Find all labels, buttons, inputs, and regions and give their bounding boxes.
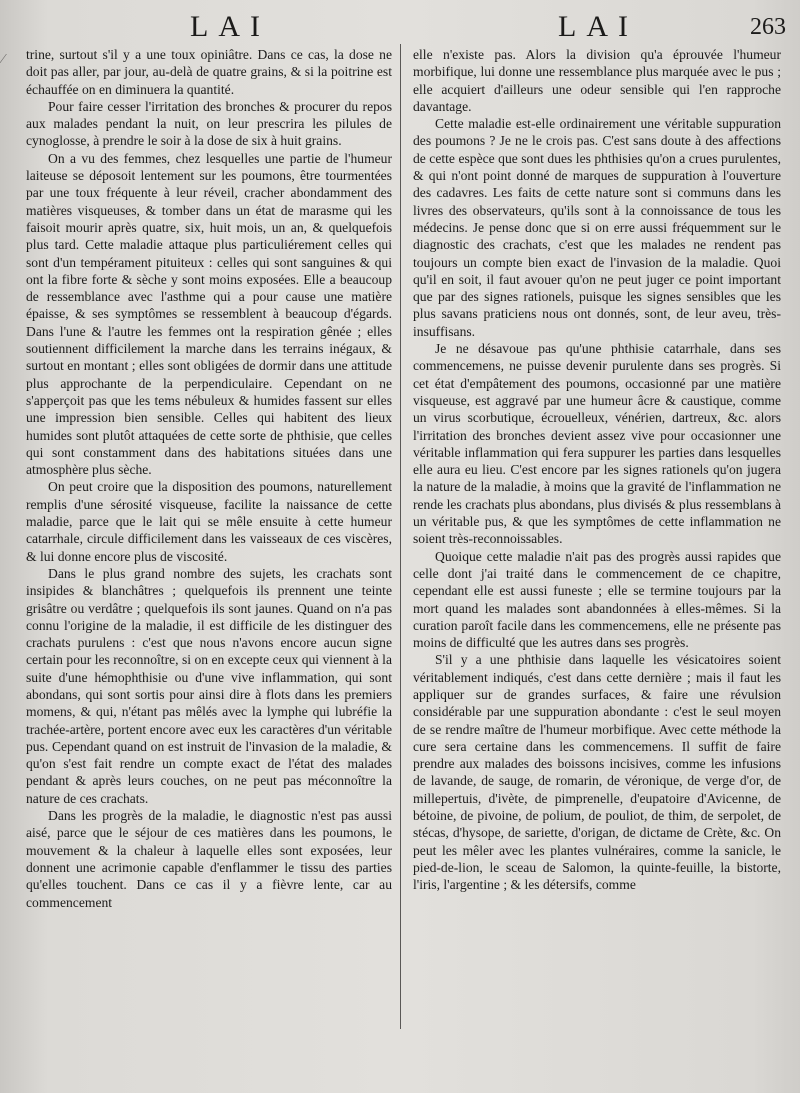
running-head-right: LAI bbox=[558, 10, 638, 43]
right-column bbox=[413, 46, 781, 894]
running-head-left: LAI bbox=[190, 10, 270, 43]
paragraph: On a vu des femmes, chez lesquelles une partie de l'humeur laiteuse se déposoit lentement sur les poumons, être tourmentées par une toux fréquente à leur réveil, cracher abondamment des matières visqueuses, & tomber dans un état de marasme qui les faisoit mourir après quatre, six, huit mois, un an, & quelquefois plus tard. Cette maladie attaque plus particuliérement celles qui sont d'un tempérament pituiteux : celles qui sont sanguines & qui ont la fibre forte & sèche y sont moins exposées. Elle a beaucoup de ressemblance avec l'asthme qui a pour cause une matière épaisse, & ses symptômes se ressemblent à beaucoup d'égards. Dans l'une & l'autre les femmes ont la respiration gênée ; elles soutiennent difficilement la marche dans les terrains inégaux, & surtout en montant ; elles sont obligées de dormir dans une attitude plus approchante de la perpendiculaire. Cependant on ne s'apperçoit pas que les tems nébuleux & humides fassent sur elles une impression bien sensible. Celles qui habitent des lieux humides sont plutôt attaquées de cette sorte de phthisie, que celles qui sont constamment dans des habitations situées dans une atmosphère plus sèche. bbox=[26, 150, 392, 478]
column-divider bbox=[400, 44, 401, 1029]
paragraph: Pour faire cesser l'irritation des bronches & procurer du repos aux malades pendant la nuit, on leur prescrira les pilules de cynoglosse, à prendre le soir à la dose de six à huit grains. bbox=[26, 98, 392, 149]
page-header bbox=[0, 10, 800, 46]
paragraph: Je ne désavoue pas qu'une phthisie catarrhale, dans ses commencemens, ne puisse devenir purulente dans ses progrès. Si cet état d'empâtement des poumons, occasionné par une matière visqueuse, est aggravé par une humeur âcre & caustique, comme un virus scorbutique, écrouelleux, vénérien, dartreux, &c. alors l'irritation des bronches devient assez vive pour occasionner une véritable inflammation qui fera suppurer les parties dans lesquelles elle aura eu lieu. C'est encore par les signes rationels qu'on jugera la nature de la maladie, à moins que la gravité de l'inflammation ne rende les crachats plus abondans, plus divisés & plus ressemblans à un véritable pus, & que les symptômes de cette inflammation ne soient très-reconnoissables. bbox=[413, 341, 781, 547]
paragraph: Cette maladie est-elle ordinairement une véritable suppuration des poumons ? Je ne le crois pas. C'est sans doute à des affections de cette espèce que sont dues les phthisies qu'on a crues purulentes, & qui n'ont point donné de marques de suppuration à l'ouverture des cadavres. Les faits de cette nature sont si communs dans les livres des observateurs, qu'ils sont à la connoissance de tous les médecins. Je pense donc que si on erre aussi fréquemment sur le diagnostic des crachats, c'est que les malades ne rendent pas toujours un compte bien exact de l'invasion de la maladie. Quoi qu'il en soit, il faut avouer qu'on ne peut juger ce point important que par des signes rationels, puisque les signes sensibles que les plus savans praticiens nous ont donnés, sont, de leur aveu, très-insuffisans. bbox=[413, 116, 781, 339]
paragraph: elle n'existe pas. Alors la division qu'a éprouvée l'humeur morbifique, lui donne une ressemblance plus marquée avec le pus ; elle acquiert d'ailleurs une odeur sensible qui l'en rapproche davantage. bbox=[413, 47, 781, 114]
paragraph: Dans le plus grand nombre des sujets, les crachats sont insipides & blanchâtres ; quelquefois ils prennent une teinte grisâtre ou verdâtre ; quelquefois ils sont jaunes. Quand on n'a pas connu l'origine de la maladie, il est difficile de les distinguer des crachats purulens : c'est que nous n'avons encore aucun signe certain pour les reconnoître, si on en excepte ceux qui viennent à la suite d'une hémophthisie ou d'une vive inflammation, qui sont abondans, qui sont sortis pour ainsi dire à flots dans les premiers momens, & qui, n'étant pas mêlés avec la lymphe qui lubréfie la trachée-artère, portent encore avec eux les caractères d'un véritable pus. Cependant quand on est instruit de l'invasion de la maladie, & qu'on s'est fait rendre un compte exact de l'état des malades pendant & après leurs couches, on ne peut pas méconnoître la nature de ces crachats. bbox=[26, 565, 392, 806]
paragraph: Dans les progrès de la maladie, le diagnostic n'est pas aussi aisé, parce que le séjour de ces matières dans les poumons, le mouvement & la chaleur à laquelle elles sont exposées, leur donnent une acrimonie capable d'enflammer le tissu des parties qu'elles touchent. Dans ce cas il y a fièvre lente, car au commencement bbox=[26, 808, 392, 910]
paragraph: On peut croire que la disposition des poumons, naturellement remplis d'une sérosité visqueuse, facilite la naissance de cette maladie, parce que le lait qui se mêle ensuite à cette humeur catarrhale, circule difficilement dans les vaisseaux de ces viscères, & lui donne encore plus de viscosité. bbox=[26, 479, 392, 564]
left-column bbox=[26, 46, 392, 911]
paragraph: S'il y a une phthisie dans laquelle les vésicatoires soient véritablement indiqués, c'est dans cette dernière ; mais il faut les appliquer sur de grandes surfaces, & faire une révulsion considérable par une suppuration abondante : c'est le seul moyen de se rendre maître de l'humeur morbifique. Avec cette méthode la cure sera certaine dans les commencemens. Il suffit de faire prendre aux malades des boissons incisives, comme les infusions de lavande, de sauge, de romarin, de véronique, de verge d'or, de millepertuis, d'ivète, de pimprenelle, d'eupatoire d'Avicenne, de bétoine, de pivoine, de polium, de pouliot, de thim, de serpolet, de stécas, d'hysope, de sariette, d'origan, de dictame de Crète, &c. On peut les mêler avec les plantes vulnéraires, comme la sanicle, le pied-de-lion, le sceau de Salomon, la quinte-feuille, la bistorte, l'iris, l'argentine ; & les détersifs, comme bbox=[413, 652, 781, 893]
paragraph: Quoique cette maladie n'ait pas des progrès aussi rapides que celle dont j'ai traité dans le commencement de ce chapitre, cependant elle est aussi funeste ; elle se termine toujours par la mort quand les malades sont abandonnées à elles-mêmes. Si la curation paroît facile dans les commencemens, elle ne présente pas moins de difficulté que les autres dans ses progrès. bbox=[413, 548, 781, 651]
pencil-mark: ⁄ bbox=[2, 52, 5, 67]
paragraph: trine, surtout s'il y a une toux opiniâtre. Dans ce cas, la dose ne doit pas aller, par jour, au-delà de quatre grains, & si la poitrine est échauffée on en diminuera la quantité. bbox=[26, 47, 392, 97]
page-number: 263 bbox=[750, 14, 786, 40]
